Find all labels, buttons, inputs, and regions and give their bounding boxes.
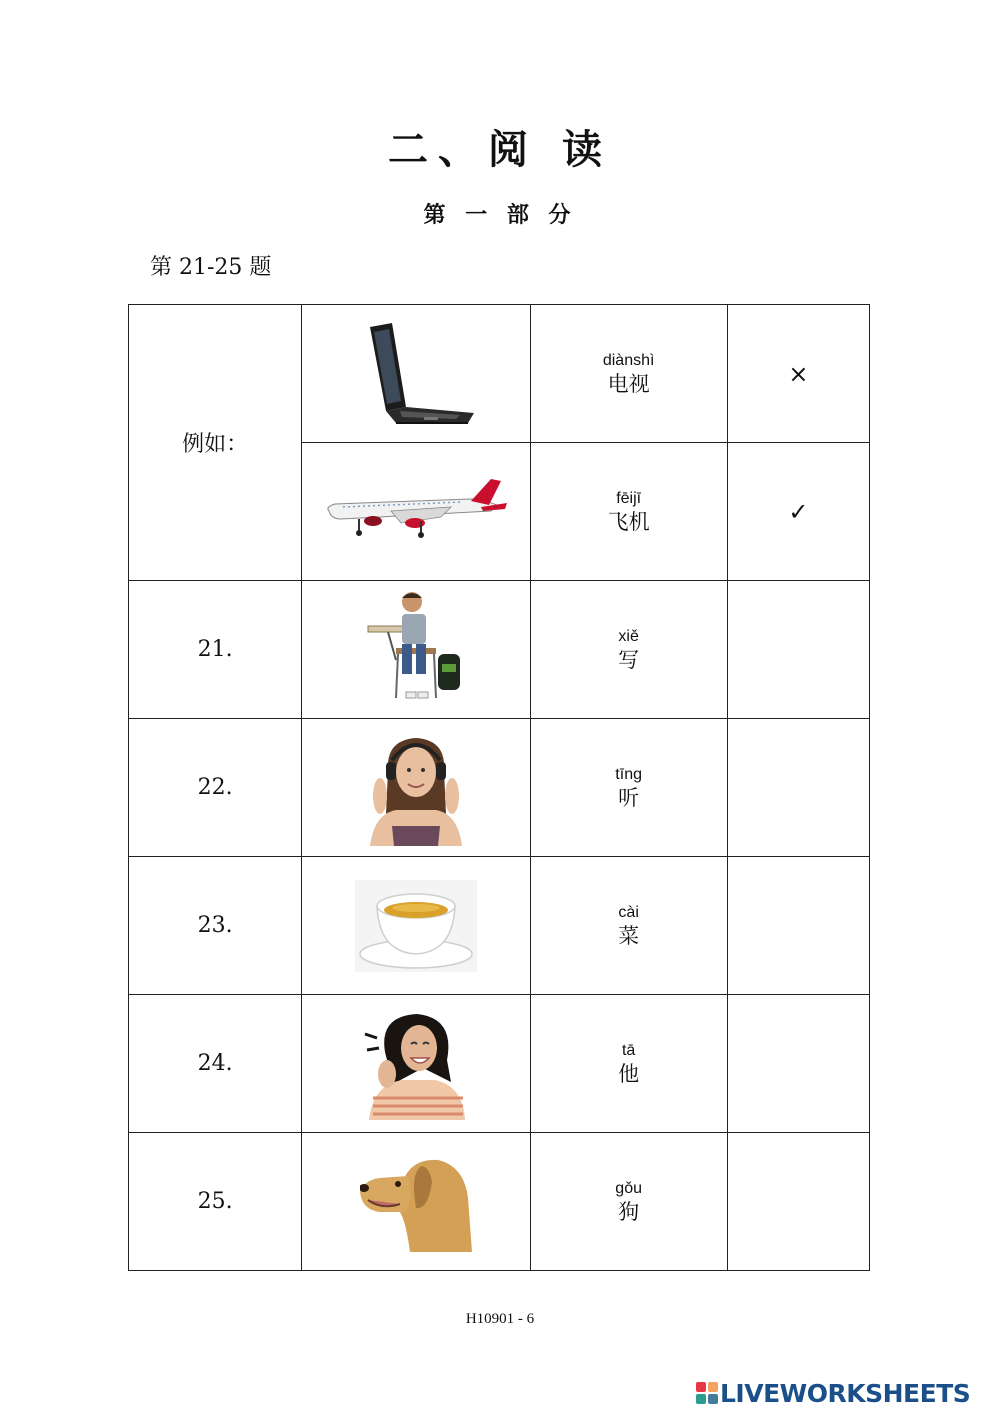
question-number-cell [129, 995, 302, 1133]
pinyin-text: diànshì [602, 351, 655, 369]
answer-cell[interactable] [727, 581, 869, 719]
answer-cell[interactable] [727, 857, 869, 995]
image-cell [302, 995, 530, 1133]
hanzi-text: 他 [618, 1061, 640, 1086]
question-number: 22. [197, 775, 233, 800]
answer-cell [727, 443, 869, 581]
cross-mark: × [788, 359, 809, 388]
question-row [129, 995, 870, 1133]
page-title: 二、阅 读 [388, 126, 612, 173]
question-number: 25. [197, 1189, 233, 1214]
boy-writing-image [366, 588, 466, 712]
question-number: 23. [197, 913, 233, 938]
hanzi-text: 写 [618, 647, 640, 672]
page-footer: H10901 - 6 [465, 1311, 535, 1327]
question-number-cell [129, 857, 302, 995]
question-number: 21. [197, 637, 233, 662]
tea-cup-image [355, 880, 477, 972]
image-cell [302, 581, 530, 719]
question-number-cell [129, 1133, 302, 1271]
word-cell [530, 719, 727, 857]
pinyin-text: fēijī [616, 489, 642, 507]
brand-name: LIVEWORKSHEETS [720, 1378, 971, 1408]
brand-logo-icon [696, 1382, 718, 1404]
hanzi-text: 电视 [607, 371, 650, 396]
word-cell [530, 443, 727, 581]
question-table [128, 304, 870, 1271]
answer-cell[interactable] [727, 1133, 869, 1271]
hanzi-text: 听 [618, 785, 640, 810]
hanzi-text: 飞机 [607, 509, 650, 534]
laptop-image [356, 319, 476, 429]
question-row [129, 1133, 870, 1271]
answer-cell[interactable] [727, 719, 869, 857]
airplane-image [321, 477, 511, 547]
dog-image [360, 1152, 472, 1252]
answer-cell[interactable] [727, 995, 869, 1133]
image-cell [302, 857, 530, 995]
image-cell [302, 1133, 530, 1271]
image-cell [302, 719, 530, 857]
image-cell [302, 443, 530, 581]
question-number: 24. [197, 1051, 233, 1076]
pinyin-text: cài [618, 903, 639, 921]
section-subtitle: 第 一 部 分 [423, 202, 577, 228]
hanzi-text: 菜 [618, 923, 640, 948]
girl-laughing-image [363, 1008, 469, 1120]
word-cell [530, 1133, 727, 1271]
woman-headphones-image [366, 730, 466, 846]
example-label-cell [129, 305, 302, 581]
pinyin-text: tīng [615, 765, 642, 783]
question-number-cell [129, 719, 302, 857]
example-label: 例如： [182, 432, 249, 457]
word-cell [530, 995, 727, 1133]
word-cell [530, 305, 727, 443]
question-row [129, 857, 870, 995]
word-cell [530, 581, 727, 719]
example-row [129, 305, 870, 443]
pinyin-text: tā [621, 1041, 636, 1059]
image-cell [302, 305, 530, 443]
pinyin-text: xiě [618, 627, 639, 645]
check-mark: ✓ [788, 497, 809, 526]
question-range: 第 21-25 题 [150, 255, 272, 280]
word-cell [530, 857, 727, 995]
hanzi-text: 狗 [618, 1199, 640, 1224]
brand-watermark [696, 1378, 970, 1408]
question-row [129, 581, 870, 719]
question-number-cell [129, 581, 302, 719]
answer-cell [727, 305, 869, 443]
pinyin-text: gǒu [615, 1179, 642, 1197]
question-row [129, 719, 870, 857]
